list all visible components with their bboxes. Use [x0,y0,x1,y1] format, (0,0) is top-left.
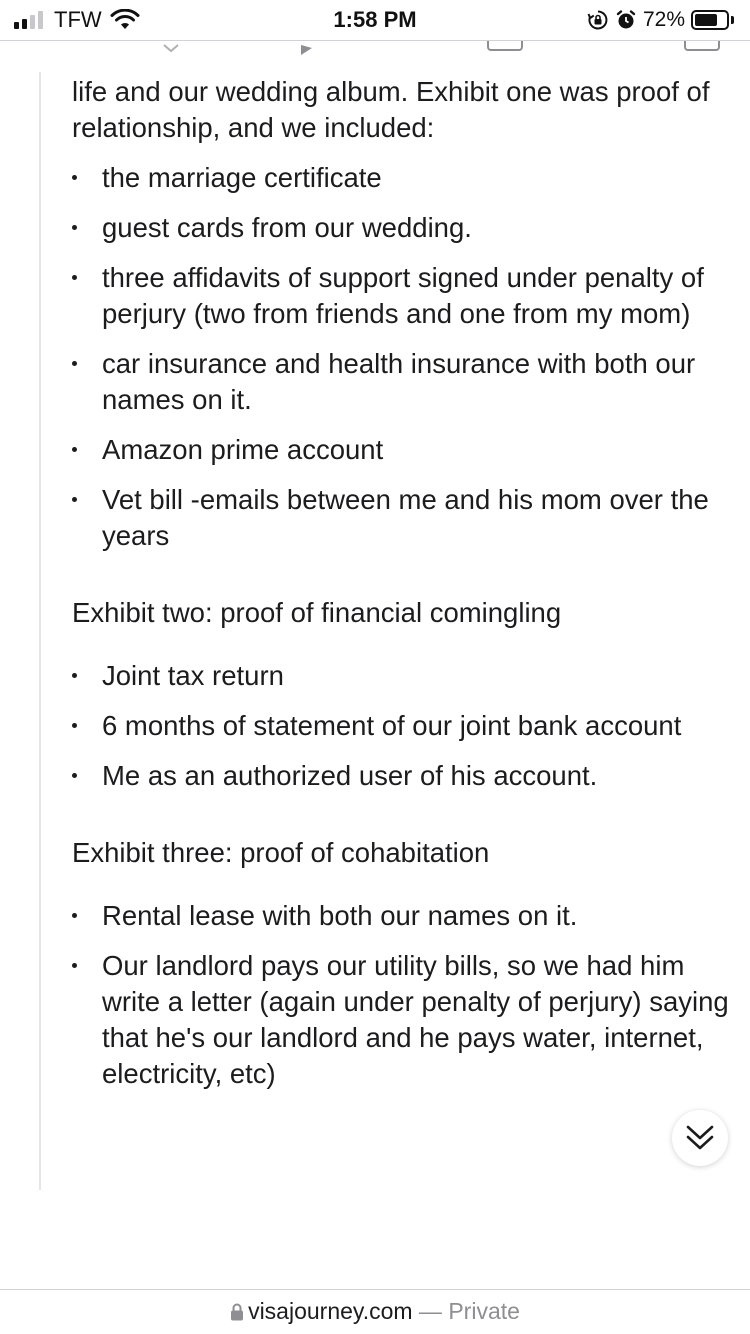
lock-icon [230,1303,244,1321]
exhibit-three-list [72,898,732,1092]
toolbar-button-partial[interactable] [487,41,523,51]
url-separator: — [412,1298,449,1324]
exhibit-two-list [72,658,732,794]
exhibit-three-heading: Exhibit three: proof of cohabitation [72,837,490,868]
intro-paragraph: life and our wedding album. Exhibit one was proof of relationship, and we included: [72,76,710,143]
list-item: three affidavits of support signed under penalty of perjury (two from friends and one from my mom) [72,260,732,332]
private-mode-label: Private [448,1298,520,1324]
double-chevron-down-icon [684,1123,716,1153]
bullet-dot [72,497,77,502]
pointer-icon [300,44,314,56]
bullet-dot [72,175,77,180]
battery-cap [731,16,734,24]
list-item: 6 months of statement of our joint bank account [72,708,732,744]
bullet-dot [72,773,77,778]
battery-percent: 72% [642,8,685,31]
exhibit-two-heading: Exhibit two: proof of financial comingling [72,597,562,628]
chevron-down-icon [162,44,180,54]
url-domain: visajourney.com [248,1298,413,1324]
battery-level [695,14,717,26]
orientation-lock-icon [587,9,609,31]
list-item: Our landlord pays our utility bills, so we had him write a letter (again under penalty of perjury) saying that he's our landlord and he pays water, internet, electricity, etc) [72,948,732,1092]
bullet-dot [72,275,77,280]
exhibit-one-list [72,160,732,554]
alarm-icon [615,9,637,31]
list-item: car insurance and health insurance with both our names on it. [72,346,732,418]
url-bar[interactable] [0,1289,750,1334]
bullet-dot [72,963,77,968]
bullet-dot [72,225,77,230]
bullet-dot [72,723,77,728]
status-right [587,8,734,32]
bullet-dot [72,913,77,918]
scroll-down-button[interactable] [672,1110,728,1166]
url-display[interactable] [0,1298,750,1325]
list-item: Amazon prime account [72,432,732,468]
list-item: Joint tax return [72,658,732,694]
battery-icon [691,10,729,30]
list-item: the marriage certificate [72,160,732,196]
clock: 1:58 PM [333,7,417,32]
carrier-label: TFW [54,7,102,32]
list-item: Vet bill -emails between me and his mom over the years [72,482,732,554]
status-bar [0,0,750,40]
bullet-dot [72,361,77,366]
list-item: Rental lease with both our names on it. [72,898,732,934]
toolbar-button-partial[interactable] [684,41,720,51]
list-item: guest cards from our wedding. [72,210,732,246]
bullet-dot [72,447,77,452]
bullet-dot [72,673,77,678]
status-divider [0,40,750,41]
list-item: Me as an authorized user of his account. [72,758,732,794]
quoted-post [72,74,732,1092]
quote-border [39,72,41,1190]
